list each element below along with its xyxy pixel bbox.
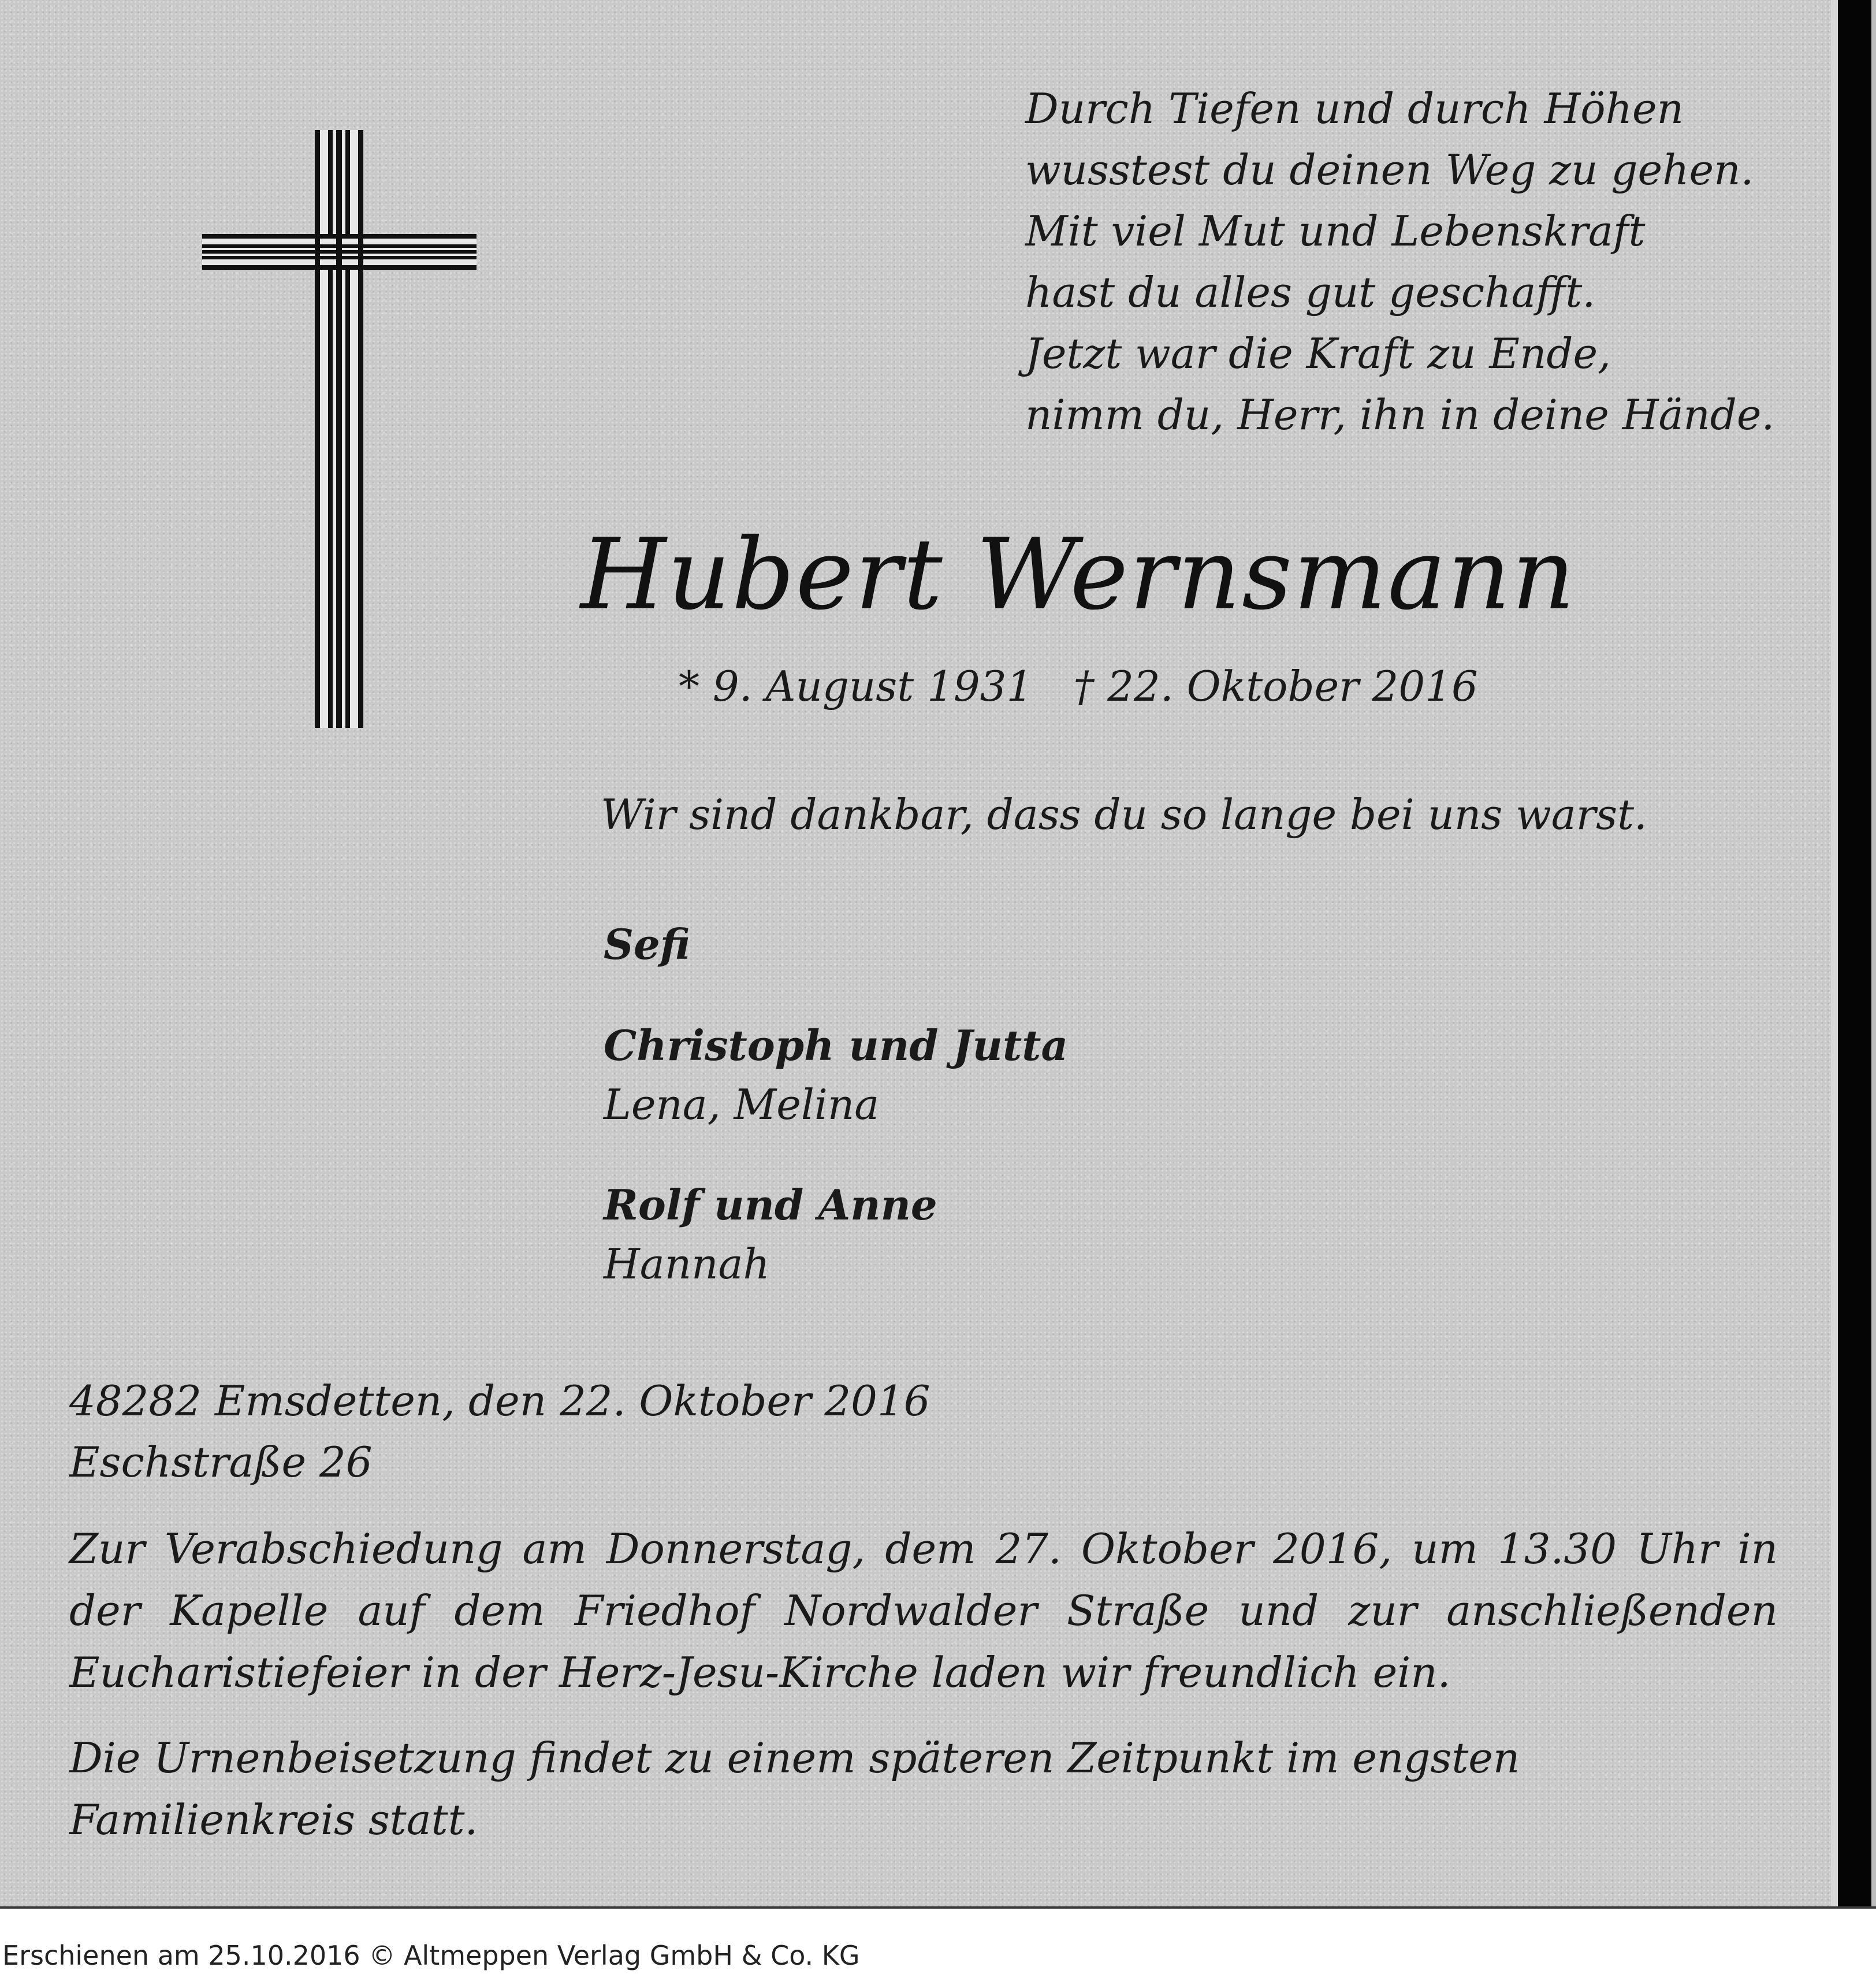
family-member: Christoph und Jutta [604, 1021, 1069, 1070]
bottom-rule [0, 1906, 1876, 1909]
death-date: † 22. Oktober 2016 [1073, 662, 1478, 711]
publication-footer: Erschienen am 25.10.2016 © Altmeppen Verlag GmbH & Co. KG [2, 1940, 860, 1971]
burial-text: Die Urnenbeisetzung findet zu einem späteren Zeitpunkt im engsten Familienkreis statt. [69, 1734, 1520, 1844]
ceremony-text: Zur Verabschiedung am Donnerstag, dem 27. Oktober 2016, um 13.30 Uhr in der Kapelle auf dem Friedhof Nordwalder Straße und zur anschließenden Eucharistiefeier in der Herz-Jesu-Kirche laden wir freundlich ein. [69, 1525, 1778, 1697]
border-strip-dark [1838, 0, 1876, 1909]
poem [1025, 78, 1774, 445]
birth-date: * 9. August 1931 [679, 662, 1033, 711]
family-list [604, 916, 1068, 1294]
poem-line: wusstest du deinen Weg zu gehen. [1025, 146, 1754, 194]
gratitude-line: Wir sind dankbar, dass du so lange bei uns warst. [601, 790, 1647, 839]
border-strip-light [1831, 0, 1838, 1909]
street-address: Eschstraße 26 [69, 1438, 373, 1486]
address-block [69, 1370, 930, 1493]
poem-line: Jetzt war die Kraft zu Ende, [1025, 329, 1611, 378]
family-grandchildren: Lena, Melina [604, 1080, 880, 1129]
poem-line: Durch Tiefen und durch Höhen [1025, 84, 1684, 133]
family-grandchildren: Hannah [604, 1240, 770, 1288]
poem-line: hast du alles gut geschafft. [1025, 268, 1596, 317]
place-date: 48282 Emsdetten, den 22. Oktober 2016 [69, 1377, 930, 1425]
cross-icon [202, 130, 477, 728]
poem-line: nimm du, Herr, ihn in deine Hände. [1025, 391, 1775, 439]
border-strip-edge [1871, 0, 1876, 1909]
poem-line: Mit viel Mut und Lebenskraft [1025, 207, 1646, 255]
family-member: Rolf und Anne [604, 1180, 937, 1229]
family-member: Sefi [604, 920, 691, 969]
deceased-name: Hubert Wernsmann [580, 518, 1576, 632]
life-dates [679, 657, 1478, 715]
